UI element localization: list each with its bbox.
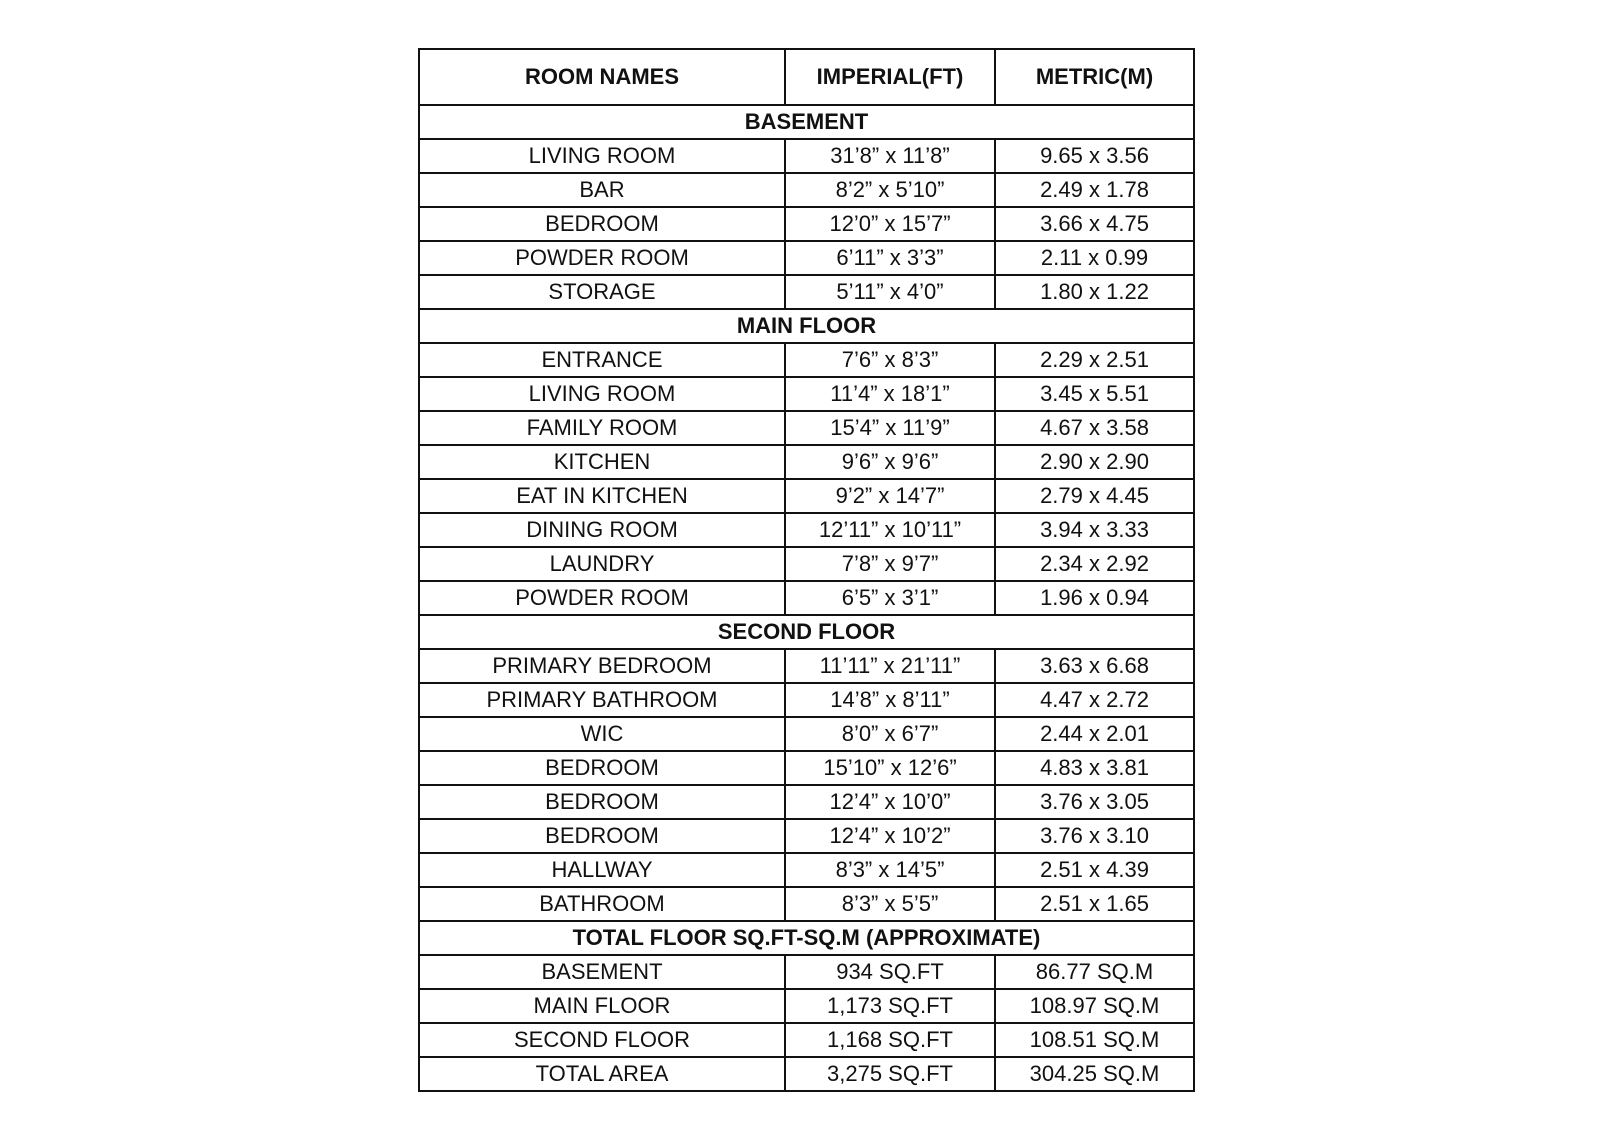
metric-cell: 3.63 x 6.68: [995, 649, 1194, 683]
table-row: [419, 887, 1194, 921]
table-row: [419, 581, 1194, 615]
table-row: [419, 445, 1194, 479]
room-name-cell: BATHROOM: [419, 887, 785, 921]
table-row: [419, 717, 1194, 751]
imperial-cell: 31’8” x 11’8”: [785, 139, 995, 173]
metric-cell: 1.80 x 1.22: [995, 275, 1194, 309]
table-row: [419, 989, 1194, 1023]
room-name-cell: KITCHEN: [419, 445, 785, 479]
metric-cell: 2.79 x 4.45: [995, 479, 1194, 513]
imperial-cell: 8’0” x 6’7”: [785, 717, 995, 751]
room-name-cell: BEDROOM: [419, 785, 785, 819]
room-name-cell: LAUNDRY: [419, 547, 785, 581]
room-name-cell: WIC: [419, 717, 785, 751]
imperial-cell: 8’2” x 5’10”: [785, 173, 995, 207]
metric-cell: 108.51 SQ.M: [995, 1023, 1194, 1057]
section-heading-row: [419, 105, 1194, 139]
section-heading-row: [419, 615, 1194, 649]
table-row: [419, 1057, 1194, 1091]
room-name-cell: STORAGE: [419, 275, 785, 309]
header-room-names: ROOM NAMES: [419, 49, 785, 105]
room-name-cell: SECOND FLOOR: [419, 1023, 785, 1057]
imperial-cell: 12’4” x 10’0”: [785, 785, 995, 819]
room-name-cell: BEDROOM: [419, 751, 785, 785]
table-row: [419, 649, 1194, 683]
metric-cell: 3.76 x 3.05: [995, 785, 1194, 819]
table-row: [419, 513, 1194, 547]
room-name-cell: BEDROOM: [419, 207, 785, 241]
metric-cell: 2.11 x 0.99: [995, 241, 1194, 275]
room-name-cell: TOTAL AREA: [419, 1057, 785, 1091]
table-row: [419, 173, 1194, 207]
room-name-cell: POWDER ROOM: [419, 581, 785, 615]
table-row: [419, 1023, 1194, 1057]
room-name-cell: BEDROOM: [419, 819, 785, 853]
imperial-cell: 1,173 SQ.FT: [785, 989, 995, 1023]
room-dimensions-table: [418, 48, 1195, 1092]
room-name-cell: ENTRANCE: [419, 343, 785, 377]
metric-cell: 304.25 SQ.M: [995, 1057, 1194, 1091]
table-row: [419, 955, 1194, 989]
header-metric: METRIC(M): [995, 49, 1194, 105]
table-row: [419, 241, 1194, 275]
imperial-cell: 12’11” x 10’11”: [785, 513, 995, 547]
metric-cell: 4.83 x 3.81: [995, 751, 1194, 785]
imperial-cell: 11’4” x 18’1”: [785, 377, 995, 411]
room-name-cell: PRIMARY BATHROOM: [419, 683, 785, 717]
section-title: MAIN FLOOR: [419, 309, 1194, 343]
metric-cell: 2.29 x 2.51: [995, 343, 1194, 377]
metric-cell: 2.51 x 4.39: [995, 853, 1194, 887]
room-name-cell: DINING ROOM: [419, 513, 785, 547]
table-body: [419, 105, 1194, 1091]
metric-cell: 3.66 x 4.75: [995, 207, 1194, 241]
room-name-cell: FAMILY ROOM: [419, 411, 785, 445]
imperial-cell: 14’8” x 8’11”: [785, 683, 995, 717]
room-name-cell: EAT IN KITCHEN: [419, 479, 785, 513]
imperial-cell: 8’3” x 14’5”: [785, 853, 995, 887]
section-title: SECOND FLOOR: [419, 615, 1194, 649]
metric-cell: 9.65 x 3.56: [995, 139, 1194, 173]
table-row: [419, 819, 1194, 853]
metric-cell: 3.76 x 3.10: [995, 819, 1194, 853]
room-name-cell: LIVING ROOM: [419, 139, 785, 173]
imperial-cell: 7’8” x 9’7”: [785, 547, 995, 581]
room-name-cell: BASEMENT: [419, 955, 785, 989]
section-heading-row: [419, 921, 1194, 955]
metric-cell: 4.47 x 2.72: [995, 683, 1194, 717]
imperial-cell: 8’3” x 5’5”: [785, 887, 995, 921]
table-row: [419, 207, 1194, 241]
imperial-cell: 12’4” x 10’2”: [785, 819, 995, 853]
imperial-cell: 1,168 SQ.FT: [785, 1023, 995, 1057]
table-row: [419, 275, 1194, 309]
table-row: [419, 479, 1194, 513]
table-row: [419, 343, 1194, 377]
room-name-cell: LIVING ROOM: [419, 377, 785, 411]
imperial-cell: 9’6” x 9’6”: [785, 445, 995, 479]
imperial-cell: 9’2” x 14’7”: [785, 479, 995, 513]
room-name-cell: POWDER ROOM: [419, 241, 785, 275]
table-row: [419, 547, 1194, 581]
imperial-cell: 934 SQ.FT: [785, 955, 995, 989]
header-imperial: IMPERIAL(FT): [785, 49, 995, 105]
metric-cell: 2.44 x 2.01: [995, 717, 1194, 751]
room-name-cell: HALLWAY: [419, 853, 785, 887]
imperial-cell: 15’10” x 12’6”: [785, 751, 995, 785]
imperial-cell: 11’11” x 21’11”: [785, 649, 995, 683]
table-row: [419, 139, 1194, 173]
metric-cell: 2.51 x 1.65: [995, 887, 1194, 921]
table-row: [419, 411, 1194, 445]
section-title: TOTAL FLOOR SQ.FT-SQ.M (APPROXIMATE): [419, 921, 1194, 955]
metric-cell: 3.94 x 3.33: [995, 513, 1194, 547]
metric-cell: 108.97 SQ.M: [995, 989, 1194, 1023]
room-name-cell: BAR: [419, 173, 785, 207]
table-row: [419, 751, 1194, 785]
metric-cell: 2.90 x 2.90: [995, 445, 1194, 479]
room-name-cell: PRIMARY BEDROOM: [419, 649, 785, 683]
imperial-cell: 12’0” x 15’7”: [785, 207, 995, 241]
table-row: [419, 853, 1194, 887]
table-row: [419, 683, 1194, 717]
imperial-cell: 5’11” x 4’0”: [785, 275, 995, 309]
header-row: [419, 49, 1194, 105]
imperial-cell: 7’6” x 8’3”: [785, 343, 995, 377]
table-row: [419, 377, 1194, 411]
imperial-cell: 15’4” x 11’9”: [785, 411, 995, 445]
imperial-cell: 3,275 SQ.FT: [785, 1057, 995, 1091]
table-row: [419, 785, 1194, 819]
metric-cell: 86.77 SQ.M: [995, 955, 1194, 989]
metric-cell: 1.96 x 0.94: [995, 581, 1194, 615]
metric-cell: 3.45 x 5.51: [995, 377, 1194, 411]
section-heading-row: [419, 309, 1194, 343]
section-title: BASEMENT: [419, 105, 1194, 139]
metric-cell: 2.49 x 1.78: [995, 173, 1194, 207]
metric-cell: 2.34 x 2.92: [995, 547, 1194, 581]
room-name-cell: MAIN FLOOR: [419, 989, 785, 1023]
metric-cell: 4.67 x 3.58: [995, 411, 1194, 445]
table-header: [419, 49, 1194, 105]
imperial-cell: 6’5” x 3’1”: [785, 581, 995, 615]
imperial-cell: 6’11” x 3’3”: [785, 241, 995, 275]
